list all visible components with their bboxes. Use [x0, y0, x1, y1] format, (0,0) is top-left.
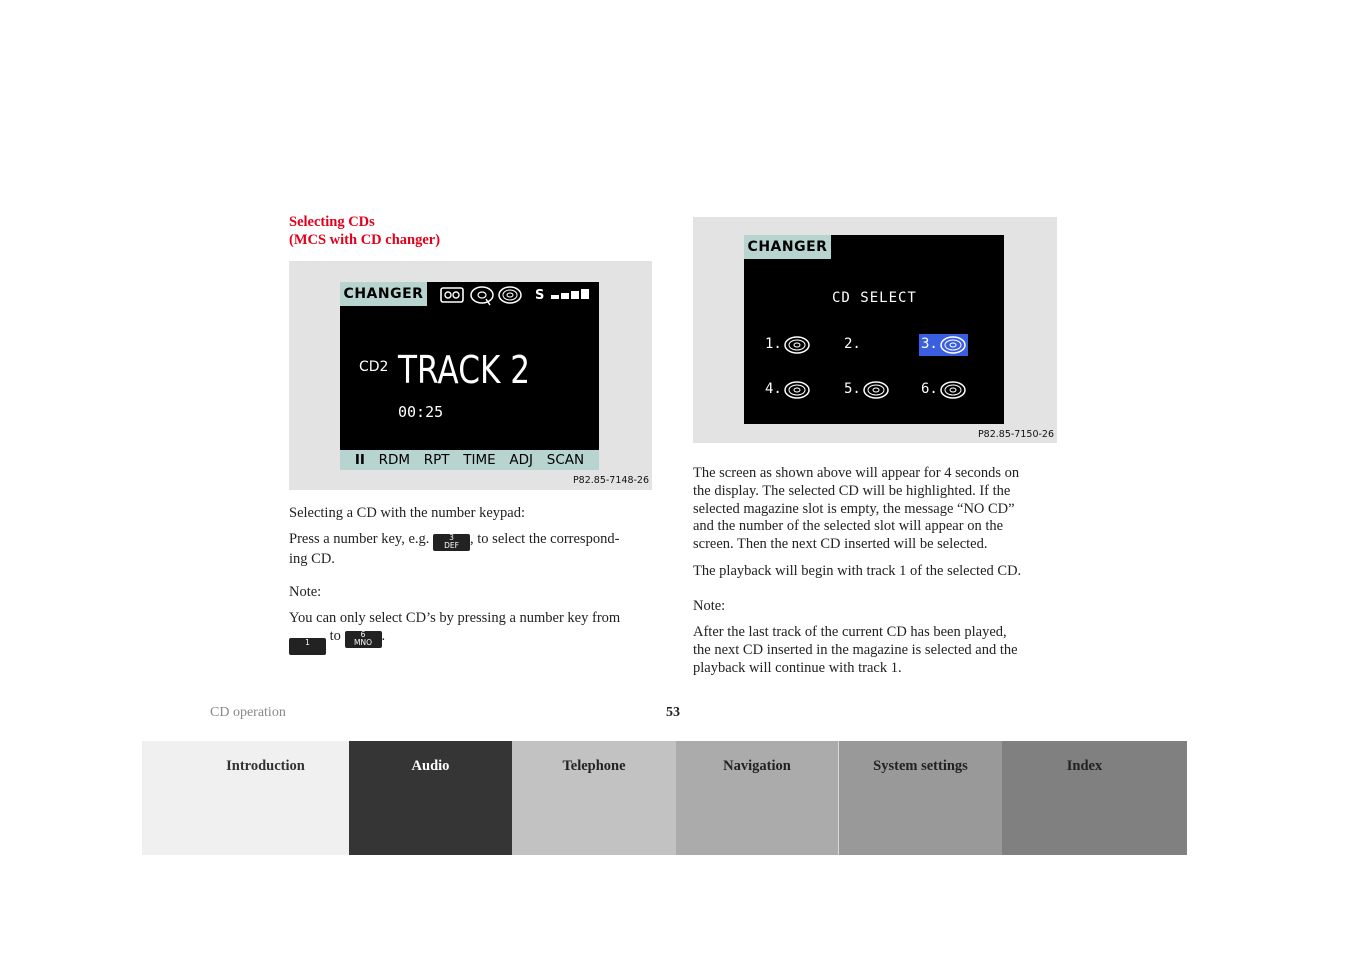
desc-line-1: The screen as shown above will appear for 4 seconds on: [693, 465, 1020, 481]
footer-section-name: CD operation: [210, 705, 286, 720]
heading-line-1: Selecting CDs: [289, 214, 375, 230]
slot-label: 5.: [844, 381, 861, 397]
instruction-line2: ing CD.: [289, 551, 335, 567]
cd-select-title: CD SELECT: [832, 290, 917, 306]
note-line1: You can only select CD’s by pressing a number key from: [289, 610, 621, 626]
disc-icon: [784, 381, 810, 399]
signal-letter: S: [535, 288, 545, 303]
disc-icon: [863, 381, 889, 399]
cd-select-screen: [744, 235, 1004, 424]
figure-cd-select: [693, 217, 1057, 443]
media-icons: [440, 285, 525, 307]
note-line-2: the next CD inserted in the magazine is selected and the: [693, 641, 1018, 658]
softkey-adj: ADJ: [509, 452, 534, 468]
playback-text: The playback will begin with track 1 of the selected CD.: [693, 563, 1022, 579]
disc-icon: [784, 336, 810, 354]
note-line-3: playback will continue with track 1.: [693, 659, 902, 676]
instruction-after: , to select the correspond-: [470, 531, 620, 547]
cd-label: CD2: [359, 359, 389, 375]
figure-changer-display: [289, 261, 652, 490]
softkey-pause: II: [354, 452, 365, 468]
slot-label: 2.: [844, 336, 861, 352]
left-note-label: Note:: [289, 584, 322, 600]
tab-label: System settings: [873, 758, 968, 774]
key-letters: DEF: [444, 541, 459, 550]
key-1-icon: [289, 638, 326, 655]
key-6-mno-icon: [345, 631, 382, 648]
section-heading: [289, 213, 440, 249]
key-num: 3: [449, 533, 454, 542]
chapter-nav: [142, 741, 1187, 855]
key-3-def-icon: [433, 534, 470, 551]
softkey-time: TIME: [463, 452, 496, 468]
softkey-rdm: RDM: [378, 452, 411, 468]
cd-slot-3: [919, 334, 968, 356]
right-note-label: Note:: [693, 598, 726, 614]
tab-index[interactable]: [1002, 741, 1187, 855]
track-label: TRACK 2: [398, 348, 531, 392]
key-num: 6: [360, 629, 366, 639]
note-to: to: [329, 627, 341, 644]
tab-label: Navigation: [723, 758, 791, 774]
tab-label: Telephone: [562, 758, 626, 774]
keypad-instruction: [289, 531, 664, 569]
heading-line-2: (MCS with CD changer): [289, 232, 441, 248]
left-note-text: [289, 610, 664, 655]
cd-slot-2: [842, 334, 891, 356]
signal-bars: [551, 289, 589, 299]
figure-code: P82.85-7148-26: [572, 475, 649, 486]
cd-slot-4: [763, 379, 812, 401]
tab-label: Audio: [411, 758, 450, 774]
tab-introduction[interactable]: [142, 741, 349, 855]
key-letters: MNO: [354, 637, 373, 647]
key-num: 1: [305, 637, 310, 647]
cd-slot-5: [842, 379, 891, 401]
screen-description: [693, 465, 1073, 554]
desc-line-3: selected magazine slot is empty, the message “NO CD”: [693, 500, 1015, 517]
note-end: .: [381, 627, 386, 644]
tab-label: Index: [1066, 758, 1103, 774]
softkey-rpt: RPT: [423, 452, 450, 468]
tab-system-settings[interactable]: [839, 741, 1002, 855]
softkey-scan: SCAN: [546, 452, 585, 468]
tab-navigation[interactable]: [676, 741, 839, 855]
page-number: 53: [666, 705, 680, 720]
slot-label: 1.: [765, 336, 782, 352]
instruction-before: Press a number key, e.g.: [289, 531, 430, 547]
note-line-1: After the last track of the current CD has been played,: [693, 624, 1007, 640]
keypad-intro: Selecting a CD with the number keypad:: [289, 505, 525, 521]
desc-line-5: screen. Then the next CD inserted will be selected.: [693, 536, 988, 553]
softkey-bar: [340, 450, 599, 470]
figure-code: P82.85-7150-26: [977, 429, 1054, 440]
cd-slot-6: [919, 379, 968, 401]
slot-label: 4.: [765, 381, 782, 397]
desc-line-2: the display. The selected CD will be highlighted. If the: [693, 482, 1011, 499]
slot-label: 6.: [921, 381, 938, 397]
changer-tag: CHANGER: [744, 235, 831, 259]
changer-tag: CHANGER: [340, 282, 427, 306]
desc-line-4: and the number of the selected slot will appear on the: [693, 518, 1004, 535]
tab-audio[interactable]: [349, 741, 512, 855]
cd-slot-1: [763, 334, 812, 356]
play-time: 00:25: [398, 403, 444, 421]
disc-icon: [940, 381, 966, 399]
signal-indicator: [535, 288, 589, 303]
tab-label: Introduction: [226, 758, 305, 774]
display-screen: [340, 282, 599, 470]
tab-telephone[interactable]: [512, 741, 676, 855]
slot-label: 3.: [921, 336, 938, 352]
disc-icon: [940, 336, 966, 354]
right-note-text: [693, 624, 1073, 677]
